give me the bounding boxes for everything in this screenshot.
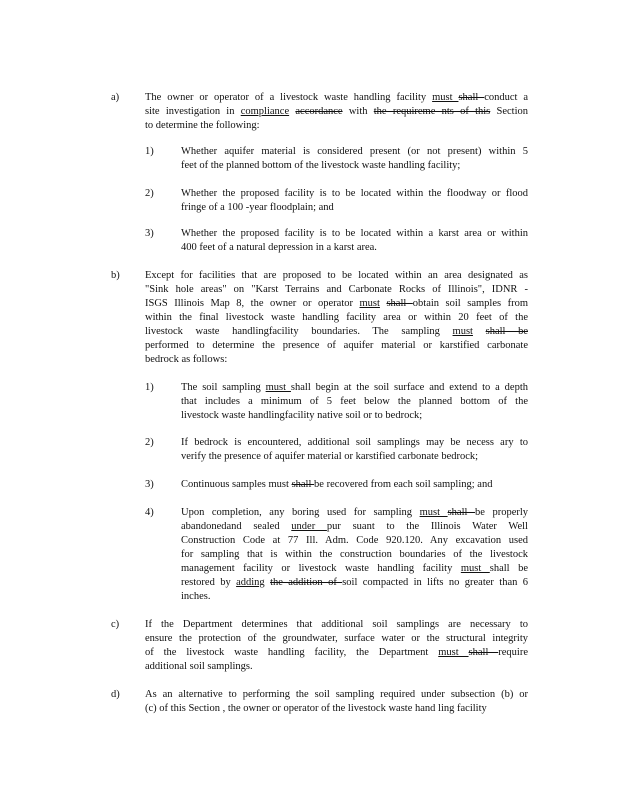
inserted-text: under (291, 521, 327, 532)
text-line (181, 381, 528, 395)
text-run: within the final livestock waste handling facility area or within 20 feet of the (145, 312, 528, 323)
text-line (145, 269, 528, 283)
inserted-text: must (265, 382, 291, 393)
text-run: of the livestock waste handling facility, the Department (145, 647, 439, 658)
inserted-text: must (432, 92, 459, 103)
text-run: for sampling that is within the construction boundaries of the livestock (181, 549, 528, 560)
deleted-text: shall (468, 647, 499, 658)
text-line (145, 618, 528, 632)
text-line (181, 409, 528, 423)
text-line (145, 702, 528, 716)
text-line (181, 436, 528, 450)
text-line (145, 646, 528, 660)
deleted-text: accordance (295, 106, 343, 117)
text-run: verify the presence of aquifer material or karstified carbonate bedrock; (181, 451, 479, 462)
text-line (181, 548, 528, 562)
text-run: 400 feet of a natural depression in a karst area. (181, 242, 377, 253)
deleted-text: shall (447, 507, 475, 518)
text-run: If bedrock is encountered, additional soil samplings may be necess ary to (181, 437, 528, 448)
text-run: If the Department determines that additional soil samplings are necessary to (145, 619, 528, 630)
text-run: require (498, 647, 528, 658)
text-line (181, 241, 528, 255)
inserted-text: must (460, 563, 490, 574)
text-run: Whether the proposed facility is to be located within the floodway or flood (181, 188, 528, 199)
text-run: restored by (181, 577, 237, 588)
text-run (473, 326, 486, 337)
text-line (181, 478, 528, 492)
text-run: The owner or operator of a livestock waste handling facility (145, 92, 433, 103)
text-run: fringe of a 100 -year floodplain; and (181, 202, 334, 213)
text-run: The soil sampling (181, 382, 266, 393)
inserted-text: must (438, 647, 469, 658)
text-run: ensure the protection of the groundwater, surface water or the structural integrity (145, 633, 528, 644)
text-run: to determine the following: (145, 120, 260, 131)
text-line (181, 590, 528, 604)
text-run: site investigation in (145, 106, 241, 117)
text-run: with (342, 106, 374, 117)
text-run: shall be (489, 563, 528, 574)
text-run: additional soil samplings. (145, 661, 253, 672)
text-line (181, 520, 528, 534)
text-line (145, 297, 528, 311)
text-run: "Sink hole areas" on "Karst Terrains and Carbonate Rocks of Illinois", IDNR - (145, 284, 528, 295)
text-line (181, 395, 528, 409)
item-label: 2) (145, 437, 154, 448)
inserted-text: compliance (240, 106, 290, 117)
text-line (181, 534, 528, 548)
text-run: obtain soil samples from (412, 298, 528, 309)
text-run: that includes a minimum of 5 feet below the planned bottom of the (181, 396, 528, 407)
item-label: 3) (145, 228, 154, 239)
text-run: be recovered from each soil sampling; and (314, 479, 493, 490)
text-run: bedrock as follows: (145, 354, 228, 365)
text-run: livestock waste handlingfacility boundaries. The sampling (145, 326, 453, 337)
text-line (181, 145, 528, 159)
text-line (145, 119, 528, 133)
deleted-text: shall (386, 298, 413, 309)
text-line (181, 201, 528, 215)
text-run: Whether aquifer material is considered present (or not present) within 5 (181, 146, 528, 157)
item-label: 2) (145, 188, 154, 199)
text-line (145, 632, 528, 646)
text-run: inches. (181, 591, 211, 602)
text-line (145, 91, 528, 105)
text-line (145, 660, 528, 674)
text-run: be properly (474, 507, 529, 518)
text-run: pur suant to the Illinois Water Well (326, 521, 528, 532)
deleted-text: the requireme nts of this (373, 106, 491, 117)
text-run: ISGS Illinois Map 8, the owner or operator (145, 298, 360, 309)
section-label: c) (111, 619, 120, 630)
text-line (181, 506, 528, 520)
section-label: b) (111, 270, 120, 281)
text-run: feet of the planned bottom of the livestock waste handling facility; (181, 160, 461, 171)
text-run: Continuous samples must (181, 479, 292, 490)
text-run: management facility or livestock waste handling facility (181, 563, 461, 574)
text-run: (c) of this Section , the owner or operator of the livestock waste hand ling facility (145, 703, 487, 714)
text-line (145, 105, 528, 119)
text-line (181, 562, 528, 576)
item-label: 4) (145, 507, 154, 518)
item-label: 1) (145, 146, 154, 157)
text-line (145, 283, 528, 297)
inserted-text: must (452, 326, 473, 337)
inserted-text: must (419, 507, 448, 518)
text-line (145, 353, 528, 367)
text-run: performed to determine the presence of aquifer material or karstified carbonate (145, 340, 528, 351)
text-run: soil compacted in lifts no greater than 6 (342, 577, 528, 588)
inserted-text: must (359, 298, 380, 309)
text-line (181, 187, 528, 201)
section-label: d) (111, 689, 120, 700)
text-run: shall begin at the soil surface and extend to a depth (290, 382, 528, 393)
inserted-text: adding (236, 577, 265, 588)
text-run: abandonedand sealed (181, 521, 292, 532)
text-line (145, 688, 528, 702)
text-run: Whether the proposed facility is to be located within a karst area or within (181, 228, 528, 239)
text-run: livestock waste handlingfacility native soil or to bedrock; (181, 410, 423, 421)
text-line (181, 576, 528, 590)
text-line (181, 227, 528, 241)
item-label: 1) (145, 382, 154, 393)
text-run: As an alternative to performing the soil sampling required under subsection (b) or (145, 689, 528, 700)
text-line (145, 339, 528, 353)
text-run: Except for facilities that are proposed to be located within an area designated as (145, 270, 528, 281)
item-label: 3) (145, 479, 154, 490)
text-run: Upon completion, any boring used for sampling (181, 507, 420, 518)
text-line (145, 311, 528, 325)
text-line (181, 159, 528, 173)
text-run: Construction Code at 77 Ill. Adm. Code 920.120. Any excavation used (181, 535, 528, 546)
text-line (181, 450, 528, 464)
text-line (145, 325, 528, 339)
section-label: a) (111, 92, 120, 103)
deleted-text: shall be (485, 326, 528, 337)
deleted-text: shall (291, 479, 315, 490)
deleted-text: shall (458, 92, 485, 103)
deleted-text: the addition of (270, 577, 343, 588)
text-run: Section (490, 106, 529, 117)
text-run: conduct a (484, 92, 529, 103)
